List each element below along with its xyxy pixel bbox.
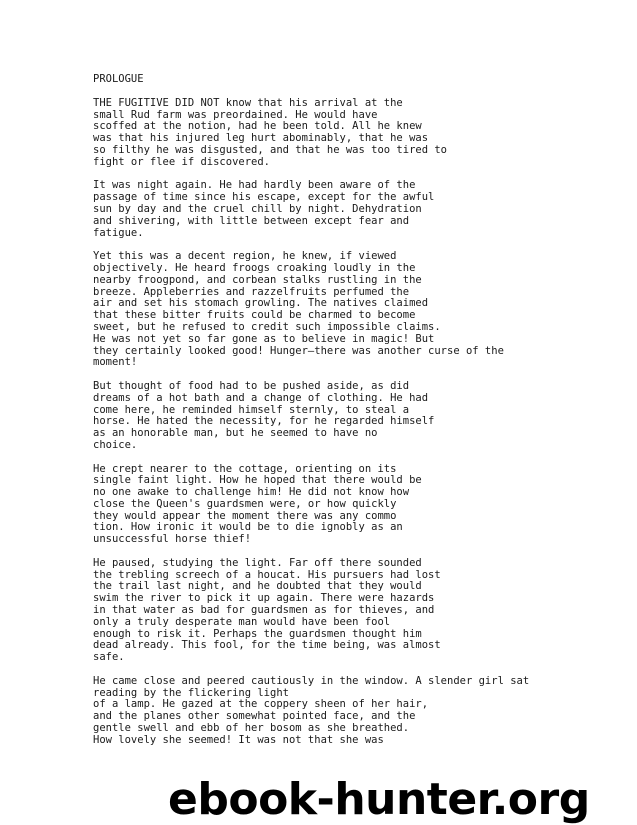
text-line: so filthy he was disgusted, and that he was too tired to (93, 143, 448, 156)
text-line: air and set his stomach growling. The natives claimed (93, 297, 429, 310)
text-line: sweet, but he refused to credit such impossible claims. (93, 320, 441, 333)
text-line: come here, he reminded himself sternly, to steal a (93, 403, 410, 416)
text-line: How lovely she seemed! It was not that she was (93, 733, 384, 746)
paragraph (93, 98, 613, 169)
text-line: as an honorable man, but he seemed to have no (93, 427, 378, 440)
text-line: safe. (93, 651, 125, 664)
text-line: was that his injured leg hurt abominably, that he was (93, 132, 429, 145)
text-line: and the planes other somewhat pointed face, and the (93, 710, 416, 723)
text-line: that these bitter fruits could be charmed to become (93, 309, 416, 322)
text-line: sun by day and the cruel chill by night. Dehydration (93, 202, 422, 215)
text-line: But thought of food had to be pushed aside, as did (93, 379, 410, 392)
text-line: enough to risk it. Perhaps the guardsmen thought him (93, 627, 422, 640)
text-line: passage of time since his escape, except for the awful (93, 191, 435, 204)
text-line: no one awake to challenge him! He did not know how (93, 486, 410, 499)
text-line: dead already. This fool, for the time being, was almost (93, 639, 441, 652)
text-line: gentle swell and ebb of her bosom as she breathed. (93, 722, 410, 735)
document-body (93, 74, 613, 758)
text-line: they would appear the moment there was any commo (93, 509, 397, 522)
text-line: the trail last night, and he doubted that they would (93, 580, 422, 593)
text-line: scoffed at the notion, had he been told. All he knew (93, 120, 422, 133)
text-line: He was not yet so far gone as to believe in magic! But (93, 332, 435, 345)
paragraph (93, 180, 613, 239)
text-line: fatigue. (93, 226, 144, 239)
text-line: unsuccessful horse thief! (93, 533, 252, 546)
text-line: reading by the flickering light (93, 686, 289, 699)
text-line: breeze. Appleberries and razzelfruits perfumed the (93, 285, 410, 298)
text-line: He paused, studying the light. Far off there sounded (93, 556, 422, 569)
text-line: close the Queen's guardsmen were, or how quickly (93, 497, 397, 510)
text-line: dreams of a hot bath and a change of clothing. He had (93, 391, 429, 404)
paragraph (93, 381, 613, 452)
text-line: Yet this was a decent region, he knew, if viewed (93, 250, 397, 263)
text-line: THE FUGITIVE DID NOT know that his arrival at the (93, 96, 403, 109)
text-line: nearby froogpond, and corbean stalks rustling in the (93, 273, 422, 286)
paragraph (93, 676, 613, 747)
text-line: in that water as bad for guardsmen as for thieves, and (93, 604, 435, 617)
text-line: they certainly looked good! Hunger—there was another curse of the (93, 344, 504, 357)
paragraph (93, 558, 613, 664)
paragraph (93, 251, 613, 369)
text-line: fight or flee if discovered. (93, 155, 271, 168)
text-line: of a lamp. He gazed at the coppery sheen of her hair, (93, 698, 429, 711)
text-line: tion. How ironic it would be to die ignobly as an (93, 521, 403, 534)
text-line: moment! (93, 356, 138, 369)
chapter-heading: PROLOGUE (93, 73, 144, 85)
text-line: only a truly desperate man would have been fool (93, 615, 391, 628)
text-line: It was night again. He had hardly been aware of the (93, 179, 416, 192)
text-line: horse. He hated the necessity, for he regarded himself (93, 415, 435, 428)
text-line: swim the river to pick it up again. There were hazards (93, 592, 435, 605)
paragraph (93, 464, 613, 547)
text-line: He came close and peered cautiously in the window. A slender girl sat (93, 674, 530, 687)
text-line: the trebling screech of a houcat. His pursuers had lost (93, 568, 441, 581)
text-line: He crept nearer to the cottage, orienting on its (93, 462, 397, 475)
text-line: objectively. He heard froogs croaking loudly in the (93, 261, 416, 274)
watermark-text: ebook-hunter.org (168, 774, 590, 825)
paragraph-list (93, 98, 613, 747)
text-line: choice. (93, 438, 138, 451)
text-line: small Rud farm was preordained. He would have (93, 108, 378, 121)
text-line: and shivering, with little between except fear and (93, 214, 410, 227)
text-line: single faint light. How he hoped that there would be (93, 474, 422, 487)
